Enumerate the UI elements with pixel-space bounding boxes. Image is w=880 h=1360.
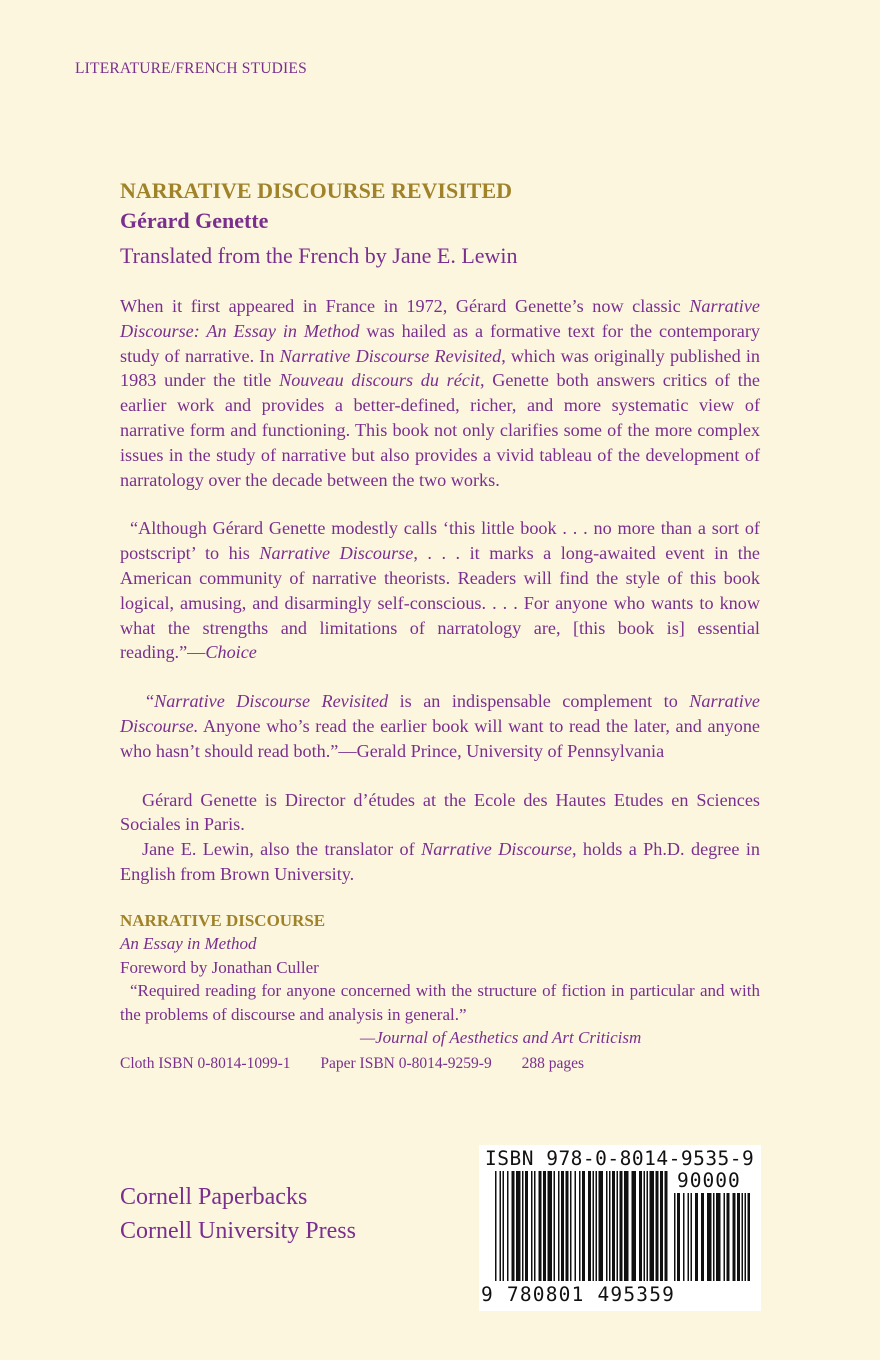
- bio-text: , holds a Ph.D. degree in English from Brown University.: [120, 839, 760, 884]
- book-translator: Translated from the French by Jane E. Lewin: [120, 243, 518, 268]
- description-italic-title: Narrative Discourse Revisited: [279, 345, 502, 366]
- related-book-quote: “Required reading for anyone concerned with the structure of fiction in particular and with the problems of discourse and analysis in general.”: [120, 981, 760, 1024]
- barcode-bar: [691, 1193, 693, 1281]
- barcode: [479, 1145, 761, 1311]
- barcode-bar: [593, 1171, 595, 1281]
- barcode-bar: [716, 1193, 721, 1281]
- barcode-bar: [575, 1171, 577, 1281]
- barcode-bar: [656, 1171, 659, 1281]
- barcode-bar: [660, 1171, 663, 1281]
- barcode-bar: [727, 1193, 730, 1281]
- barcode-bar: [647, 1171, 649, 1281]
- barcode-bar: [522, 1171, 524, 1281]
- related-book-foreword: Foreword by Jonathan Culler: [120, 957, 319, 977]
- barcode-bar: [737, 1193, 740, 1281]
- review-quote-prince: [120, 689, 760, 763]
- paper-isbn: Paper ISBN 0-8014-9259-9: [320, 1054, 492, 1072]
- review-quote-choice: [120, 516, 760, 665]
- barcode-bar: [588, 1171, 591, 1281]
- barcode-bar: [566, 1171, 569, 1281]
- barcode-bar: [701, 1193, 704, 1281]
- barcode-bar: [665, 1171, 668, 1281]
- related-book-isbns: [120, 1052, 760, 1076]
- barcode-bar: [745, 1193, 747, 1281]
- barcode-bar: [495, 1171, 497, 1281]
- barcode-bar: [596, 1171, 598, 1281]
- barcode-bar: [599, 1171, 604, 1281]
- description-text: was hailed as a formative text for the contemporary study of narrative. In: [120, 320, 761, 366]
- related-book-subtitle: An Essay in Method: [120, 934, 257, 954]
- barcode-bar: [742, 1193, 744, 1281]
- barcode-bar: [561, 1171, 564, 1281]
- related-book-attribution: [120, 1026, 760, 1050]
- barcode-bar: [582, 1171, 585, 1281]
- barcode-bar: [695, 1193, 698, 1281]
- barcode-bar: [748, 1193, 751, 1281]
- barcode-bar: [548, 1171, 553, 1281]
- barcode-bar: [539, 1171, 542, 1281]
- barcode-bar: [503, 1171, 505, 1281]
- barcode-main-bars: [495, 1171, 671, 1281]
- description-italic-title: Nouveau discours du récit: [279, 370, 480, 391]
- barcode-bar: [543, 1171, 546, 1281]
- barcode-ean-digits: 9 780801 495359: [481, 1283, 676, 1306]
- barcode-bar: [531, 1171, 533, 1281]
- barcode-bar: [644, 1171, 646, 1281]
- barcode-bar: [639, 1171, 642, 1281]
- barcode-bar: [606, 1171, 608, 1281]
- barcode-bar: [558, 1171, 560, 1281]
- barcode-bar: [525, 1171, 528, 1281]
- category-label: LITERATURE/FRENCH STUDIES: [75, 60, 307, 77]
- related-book-block: [120, 909, 760, 1076]
- barcode-bar: [507, 1171, 509, 1281]
- barcode-isbn: ISBN 978-0-8014-9535-9: [485, 1147, 755, 1170]
- barcode-bar: [534, 1171, 536, 1281]
- barcode-bar: [554, 1171, 556, 1281]
- barcode-bar: [707, 1193, 712, 1281]
- quote-text: “Although Gérard Genette modestly calls ‘this little book . . . no more than a sort of postscript’ to his: [120, 518, 760, 564]
- barcode-bar: [609, 1171, 611, 1281]
- barcode-bar: [688, 1193, 690, 1281]
- barcode-bar: [512, 1171, 515, 1281]
- attribution-text: —Journal of Aesthetics and Art Criticism: [360, 1028, 642, 1048]
- barcode-bar: [650, 1171, 655, 1281]
- barcode-bar: [683, 1193, 685, 1281]
- barcode-bar: [733, 1193, 736, 1281]
- quote-italic-title: Narrative Discourse.: [120, 691, 760, 736]
- barcode-bar: [617, 1171, 619, 1281]
- barcode-bar: [713, 1193, 715, 1281]
- barcode-price-code: 90000: [677, 1169, 741, 1192]
- description-italic-title: Narrative Discourse: An Essay in Method: [120, 296, 760, 341]
- publisher-name: Cornell University Press: [120, 1218, 356, 1244]
- author-bio: Gérard Genette is Director d’études at the Ecole des Hautes Etudes en Sciences Sociales in Paris.: [120, 789, 760, 835]
- quote-text: “: [146, 691, 155, 712]
- barcode-bar: [624, 1171, 629, 1281]
- quote-source: Choice: [205, 642, 257, 663]
- cloth-isbn: Cloth ISBN 0-8014-1099-1: [120, 1054, 291, 1072]
- book-title: NARRATIVE DISCOURSE REVISITED: [120, 178, 513, 203]
- barcode-bar: [674, 1193, 676, 1281]
- related-book-title: NARRATIVE DISCOURSE: [120, 910, 326, 930]
- barcode-bar: [724, 1193, 726, 1281]
- description-text: , which was originally published in 1983 under the title: [120, 345, 761, 391]
- quote-text: is an indispensable complement to: [388, 691, 690, 712]
- barcode-bar: [516, 1171, 521, 1281]
- barcode-addon-bars: [674, 1193, 750, 1281]
- quote-text: Anyone who’s read the earlier book will want to read the later, and anyone who hasn’t should read both.”—Gerald Prince, University of Pennsylvania: [120, 715, 760, 761]
- barcode-bar: [620, 1171, 623, 1281]
- bio-text: Jane E. Lewin, also the translator of: [142, 839, 422, 860]
- publisher-series: Cornell Paperbacks: [120, 1184, 308, 1210]
- barcode-bar: [677, 1193, 680, 1281]
- barcode-bar: [579, 1171, 581, 1281]
- main-content: [120, 176, 760, 1075]
- barcode-bar: [500, 1171, 502, 1281]
- page-count: 288 pages: [521, 1054, 585, 1072]
- quote-italic-title: Narrative Discourse Revisited: [154, 691, 389, 712]
- publisher: [120, 1180, 356, 1248]
- translator-bio: [120, 837, 760, 887]
- quote-text: , . . . it marks a long-awaited event in the American community of narrative theorists. Readers will find the style of this book logical, amusing, and disarmingly self-conscious. . . . For anyone who wants to know what the strengths and limitations of narratology are, [this book is] essential reading.”—: [120, 543, 760, 663]
- description-text: , Genette both answers critics of the earlier work and provides a better-defined, richer, and more systematic view of narrative form and functioning. This book not only clarifies some of the more complex issues in the study of narrative but also provides a vivid tableau of the development of narratology over the decade between the two works.: [120, 370, 760, 490]
- barcode-bar: [632, 1171, 637, 1281]
- book-author: Gérard Genette: [120, 208, 269, 233]
- barcode-bar: [570, 1171, 572, 1281]
- quote-italic-title: Narrative Discourse: [259, 543, 414, 564]
- description-paragraph: [120, 294, 760, 492]
- description-text: When it first appeared in France in 1972, Gérard Genette’s now classic: [120, 296, 690, 316]
- bio-italic-title: Narrative Discourse: [421, 839, 572, 860]
- barcode-bar: [612, 1171, 615, 1281]
